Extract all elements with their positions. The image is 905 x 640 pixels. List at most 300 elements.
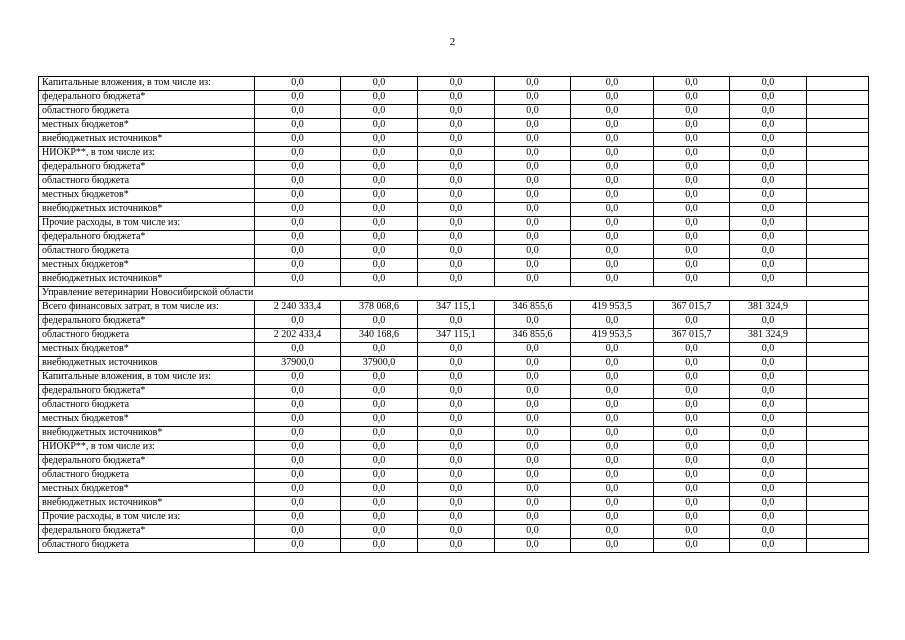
table-row bbox=[39, 511, 869, 525]
value-cell: 0,0 bbox=[654, 539, 730, 553]
value-cell: 0,0 bbox=[341, 343, 418, 357]
value-cell: 0,0 bbox=[341, 231, 418, 245]
value-cell: 0,0 bbox=[255, 469, 341, 483]
value-cell: 0,0 bbox=[730, 273, 807, 287]
value-cell: 0,0 bbox=[571, 161, 654, 175]
row-label: внебюджетных источников* bbox=[39, 427, 255, 441]
value-cell: 0,0 bbox=[654, 455, 730, 469]
empty-cell bbox=[807, 385, 869, 399]
value-cell: 0,0 bbox=[571, 427, 654, 441]
value-cell: 0,0 bbox=[341, 91, 418, 105]
value-cell: 0,0 bbox=[654, 189, 730, 203]
row-label: Капитальные вложения, в том числе из: bbox=[39, 77, 255, 91]
value-cell: 0,0 bbox=[495, 217, 571, 231]
table-row bbox=[39, 203, 869, 217]
value-cell: 0,0 bbox=[495, 147, 571, 161]
value-cell: 0,0 bbox=[418, 413, 495, 427]
value-cell: 0,0 bbox=[571, 175, 654, 189]
section-row bbox=[39, 287, 869, 301]
value-cell: 0,0 bbox=[654, 525, 730, 539]
value-cell: 0,0 bbox=[730, 525, 807, 539]
value-cell: 0,0 bbox=[571, 385, 654, 399]
table-row bbox=[39, 483, 869, 497]
value-cell: 381 324,9 bbox=[730, 329, 807, 343]
value-cell: 0,0 bbox=[341, 217, 418, 231]
value-cell: 0,0 bbox=[418, 385, 495, 399]
value-cell: 0,0 bbox=[730, 497, 807, 511]
value-cell: 0,0 bbox=[654, 469, 730, 483]
value-cell: 0,0 bbox=[730, 245, 807, 259]
value-cell: 0,0 bbox=[418, 539, 495, 553]
row-label: областного бюджета bbox=[39, 399, 255, 413]
value-cell: 0,0 bbox=[341, 203, 418, 217]
value-cell: 0,0 bbox=[341, 399, 418, 413]
value-cell: 0,0 bbox=[730, 105, 807, 119]
value-cell: 0,0 bbox=[571, 441, 654, 455]
value-cell: 0,0 bbox=[654, 399, 730, 413]
value-cell: 0,0 bbox=[495, 189, 571, 203]
value-cell: 0,0 bbox=[654, 245, 730, 259]
value-cell: 0,0 bbox=[495, 315, 571, 329]
value-cell: 0,0 bbox=[571, 357, 654, 371]
empty-cell bbox=[807, 175, 869, 189]
value-cell: 0,0 bbox=[255, 77, 341, 91]
row-label: областного бюджета bbox=[39, 329, 255, 343]
value-cell: 0,0 bbox=[730, 357, 807, 371]
value-cell: 0,0 bbox=[418, 427, 495, 441]
table-row bbox=[39, 329, 869, 343]
value-cell: 0,0 bbox=[418, 147, 495, 161]
value-cell: 0,0 bbox=[255, 273, 341, 287]
value-cell: 0,0 bbox=[571, 231, 654, 245]
row-label: федерального бюджета* bbox=[39, 525, 255, 539]
value-cell: 2 202 433,4 bbox=[255, 329, 341, 343]
table-row bbox=[39, 245, 869, 259]
value-cell: 0,0 bbox=[730, 77, 807, 91]
value-cell: 0,0 bbox=[341, 455, 418, 469]
value-cell: 0,0 bbox=[418, 483, 495, 497]
value-cell: 419 953,5 bbox=[571, 301, 654, 315]
value-cell: 0,0 bbox=[341, 469, 418, 483]
row-label: местных бюджетов* bbox=[39, 413, 255, 427]
value-cell: 0,0 bbox=[571, 399, 654, 413]
value-cell: 0,0 bbox=[495, 525, 571, 539]
value-cell: 347 115,1 bbox=[418, 329, 495, 343]
value-cell: 0,0 bbox=[418, 231, 495, 245]
value-cell: 0,0 bbox=[341, 511, 418, 525]
page-number: 2 bbox=[449, 36, 456, 48]
empty-cell bbox=[807, 245, 869, 259]
empty-cell bbox=[807, 469, 869, 483]
value-cell: 0,0 bbox=[341, 525, 418, 539]
value-cell: 0,0 bbox=[495, 133, 571, 147]
table-row bbox=[39, 315, 869, 329]
value-cell: 0,0 bbox=[255, 119, 341, 133]
value-cell: 0,0 bbox=[495, 413, 571, 427]
value-cell: 0,0 bbox=[341, 539, 418, 553]
value-cell: 340 168,6 bbox=[341, 329, 418, 343]
value-cell: 2 240 333,4 bbox=[255, 301, 341, 315]
value-cell: 0,0 bbox=[255, 427, 341, 441]
value-cell: 0,0 bbox=[418, 525, 495, 539]
value-cell: 347 115,1 bbox=[418, 301, 495, 315]
value-cell: 0,0 bbox=[255, 231, 341, 245]
value-cell: 0,0 bbox=[418, 105, 495, 119]
row-label: федерального бюджета* bbox=[39, 231, 255, 245]
empty-cell bbox=[807, 525, 869, 539]
table-row bbox=[39, 469, 869, 483]
value-cell: 346 855,6 bbox=[495, 301, 571, 315]
value-cell: 0,0 bbox=[571, 511, 654, 525]
value-cell: 0,0 bbox=[654, 497, 730, 511]
value-cell: 0,0 bbox=[495, 357, 571, 371]
value-cell: 0,0 bbox=[341, 245, 418, 259]
empty-cell bbox=[807, 511, 869, 525]
value-cell: 0,0 bbox=[418, 175, 495, 189]
value-cell: 0,0 bbox=[730, 189, 807, 203]
table-row bbox=[39, 161, 869, 175]
value-cell: 0,0 bbox=[571, 273, 654, 287]
value-cell: 0,0 bbox=[495, 273, 571, 287]
value-cell: 0,0 bbox=[571, 539, 654, 553]
value-cell: 0,0 bbox=[418, 77, 495, 91]
value-cell: 0,0 bbox=[341, 147, 418, 161]
row-label: НИОКР**, в том числе из: bbox=[39, 147, 255, 161]
empty-cell bbox=[807, 399, 869, 413]
value-cell: 0,0 bbox=[495, 119, 571, 133]
empty-cell bbox=[807, 273, 869, 287]
value-cell: 0,0 bbox=[730, 161, 807, 175]
value-cell: 0,0 bbox=[571, 371, 654, 385]
value-cell: 0,0 bbox=[571, 469, 654, 483]
value-cell: 0,0 bbox=[341, 385, 418, 399]
value-cell: 378 068,6 bbox=[341, 301, 418, 315]
row-label: Капитальные вложения, в том числе из: bbox=[39, 371, 255, 385]
empty-cell bbox=[807, 539, 869, 553]
value-cell: 419 953,5 bbox=[571, 329, 654, 343]
empty-cell bbox=[807, 483, 869, 497]
value-cell: 0,0 bbox=[571, 245, 654, 259]
table-row bbox=[39, 77, 869, 91]
row-label: Всего финансовых затрат, в том числе из: bbox=[39, 301, 255, 315]
value-cell: 0,0 bbox=[571, 525, 654, 539]
value-cell: 0,0 bbox=[255, 399, 341, 413]
value-cell: 0,0 bbox=[255, 483, 341, 497]
value-cell: 0,0 bbox=[341, 413, 418, 427]
value-cell: 0,0 bbox=[341, 497, 418, 511]
row-label: внебюджетных источников* bbox=[39, 497, 255, 511]
table-row bbox=[39, 427, 869, 441]
value-cell: 0,0 bbox=[495, 385, 571, 399]
value-cell: 0,0 bbox=[418, 245, 495, 259]
value-cell: 0,0 bbox=[654, 217, 730, 231]
empty-cell bbox=[807, 301, 869, 315]
value-cell: 0,0 bbox=[255, 189, 341, 203]
row-label: областного бюджета bbox=[39, 245, 255, 259]
value-cell: 0,0 bbox=[654, 483, 730, 497]
value-cell: 0,0 bbox=[571, 77, 654, 91]
value-cell: 0,0 bbox=[495, 77, 571, 91]
value-cell: 0,0 bbox=[255, 455, 341, 469]
section-title: Управление ветеринарии Новосибирской области bbox=[39, 287, 869, 301]
value-cell: 0,0 bbox=[341, 315, 418, 329]
value-cell: 0,0 bbox=[255, 175, 341, 189]
value-cell: 0,0 bbox=[418, 91, 495, 105]
value-cell: 0,0 bbox=[255, 343, 341, 357]
value-cell: 367 015,7 bbox=[654, 301, 730, 315]
empty-cell bbox=[807, 105, 869, 119]
value-cell: 0,0 bbox=[571, 105, 654, 119]
row-label: федерального бюджета* bbox=[39, 315, 255, 329]
empty-cell bbox=[807, 343, 869, 357]
value-cell: 0,0 bbox=[730, 231, 807, 245]
value-cell: 0,0 bbox=[495, 469, 571, 483]
value-cell: 0,0 bbox=[730, 217, 807, 231]
empty-cell bbox=[807, 189, 869, 203]
value-cell: 0,0 bbox=[654, 147, 730, 161]
row-label: областного бюджета bbox=[39, 469, 255, 483]
table-row bbox=[39, 217, 869, 231]
value-cell: 0,0 bbox=[730, 315, 807, 329]
value-cell: 0,0 bbox=[571, 119, 654, 133]
budget-table bbox=[38, 76, 869, 553]
table-row bbox=[39, 455, 869, 469]
value-cell: 0,0 bbox=[730, 203, 807, 217]
value-cell: 0,0 bbox=[730, 539, 807, 553]
value-cell: 0,0 bbox=[495, 161, 571, 175]
value-cell: 0,0 bbox=[418, 161, 495, 175]
value-cell: 0,0 bbox=[730, 371, 807, 385]
value-cell: 0,0 bbox=[495, 455, 571, 469]
value-cell: 381 324,9 bbox=[730, 301, 807, 315]
value-cell: 0,0 bbox=[495, 441, 571, 455]
value-cell: 0,0 bbox=[495, 203, 571, 217]
row-label: федерального бюджета* bbox=[39, 91, 255, 105]
table-row bbox=[39, 399, 869, 413]
value-cell: 0,0 bbox=[571, 497, 654, 511]
value-cell: 0,0 bbox=[730, 469, 807, 483]
empty-cell bbox=[807, 315, 869, 329]
empty-cell bbox=[807, 147, 869, 161]
value-cell: 0,0 bbox=[571, 91, 654, 105]
table-row bbox=[39, 385, 869, 399]
value-cell: 0,0 bbox=[654, 511, 730, 525]
value-cell: 0,0 bbox=[418, 497, 495, 511]
value-cell: 0,0 bbox=[255, 315, 341, 329]
empty-cell bbox=[807, 133, 869, 147]
value-cell: 0,0 bbox=[571, 455, 654, 469]
value-cell: 0,0 bbox=[495, 175, 571, 189]
empty-cell bbox=[807, 259, 869, 273]
value-cell: 0,0 bbox=[730, 413, 807, 427]
value-cell: 0,0 bbox=[418, 455, 495, 469]
value-cell: 0,0 bbox=[341, 189, 418, 203]
value-cell: 37900,0 bbox=[255, 357, 341, 371]
value-cell: 0,0 bbox=[341, 273, 418, 287]
table-row bbox=[39, 147, 869, 161]
empty-cell bbox=[807, 413, 869, 427]
value-cell: 0,0 bbox=[571, 217, 654, 231]
value-cell: 0,0 bbox=[495, 245, 571, 259]
row-label: внебюджетных источников* bbox=[39, 133, 255, 147]
row-label: областного бюджета bbox=[39, 105, 255, 119]
value-cell: 0,0 bbox=[654, 441, 730, 455]
value-cell: 0,0 bbox=[571, 413, 654, 427]
value-cell: 0,0 bbox=[341, 175, 418, 189]
value-cell: 346 855,6 bbox=[495, 329, 571, 343]
value-cell: 0,0 bbox=[654, 133, 730, 147]
value-cell: 0,0 bbox=[571, 315, 654, 329]
value-cell: 0,0 bbox=[495, 399, 571, 413]
value-cell: 0,0 bbox=[495, 511, 571, 525]
row-label: внебюджетных источников* bbox=[39, 203, 255, 217]
empty-cell bbox=[807, 441, 869, 455]
row-label: местных бюджетов* bbox=[39, 119, 255, 133]
value-cell: 0,0 bbox=[341, 427, 418, 441]
table-row bbox=[39, 441, 869, 455]
value-cell: 0,0 bbox=[730, 147, 807, 161]
value-cell: 0,0 bbox=[654, 315, 730, 329]
value-cell: 0,0 bbox=[730, 91, 807, 105]
value-cell: 0,0 bbox=[255, 497, 341, 511]
value-cell: 0,0 bbox=[654, 357, 730, 371]
empty-cell bbox=[807, 91, 869, 105]
value-cell: 0,0 bbox=[495, 259, 571, 273]
table-row bbox=[39, 357, 869, 371]
value-cell: 0,0 bbox=[418, 399, 495, 413]
value-cell: 0,0 bbox=[255, 161, 341, 175]
value-cell: 0,0 bbox=[495, 427, 571, 441]
value-cell: 0,0 bbox=[654, 259, 730, 273]
empty-cell bbox=[807, 77, 869, 91]
value-cell: 0,0 bbox=[495, 539, 571, 553]
value-cell: 0,0 bbox=[255, 511, 341, 525]
empty-cell bbox=[807, 161, 869, 175]
empty-cell bbox=[807, 455, 869, 469]
value-cell: 0,0 bbox=[654, 105, 730, 119]
value-cell: 0,0 bbox=[418, 343, 495, 357]
value-cell: 0,0 bbox=[654, 273, 730, 287]
row-label: Прочие расходы, в том числе из: bbox=[39, 217, 255, 231]
row-label: федерального бюджета* bbox=[39, 161, 255, 175]
table-row bbox=[39, 231, 869, 245]
empty-cell bbox=[807, 119, 869, 133]
row-label: местных бюджетов* bbox=[39, 483, 255, 497]
value-cell: 0,0 bbox=[418, 203, 495, 217]
table-row bbox=[39, 371, 869, 385]
value-cell: 0,0 bbox=[730, 385, 807, 399]
value-cell: 0,0 bbox=[255, 385, 341, 399]
value-cell: 0,0 bbox=[571, 133, 654, 147]
value-cell: 0,0 bbox=[255, 259, 341, 273]
budget-table-body bbox=[39, 77, 869, 553]
value-cell: 0,0 bbox=[495, 483, 571, 497]
empty-cell bbox=[807, 371, 869, 385]
value-cell: 0,0 bbox=[341, 77, 418, 91]
value-cell: 0,0 bbox=[495, 371, 571, 385]
row-label: внебюджетных источников* bbox=[39, 273, 255, 287]
value-cell: 0,0 bbox=[571, 343, 654, 357]
value-cell: 0,0 bbox=[418, 511, 495, 525]
value-cell: 0,0 bbox=[341, 161, 418, 175]
table-row bbox=[39, 497, 869, 511]
table-row bbox=[39, 189, 869, 203]
row-label: местных бюджетов* bbox=[39, 343, 255, 357]
table-row bbox=[39, 133, 869, 147]
value-cell: 0,0 bbox=[654, 91, 730, 105]
row-label: местных бюджетов* bbox=[39, 259, 255, 273]
value-cell: 0,0 bbox=[730, 133, 807, 147]
value-cell: 0,0 bbox=[495, 105, 571, 119]
value-cell: 0,0 bbox=[418, 189, 495, 203]
value-cell: 0,0 bbox=[418, 259, 495, 273]
value-cell: 0,0 bbox=[255, 133, 341, 147]
value-cell: 0,0 bbox=[341, 119, 418, 133]
value-cell: 0,0 bbox=[418, 119, 495, 133]
value-cell: 0,0 bbox=[255, 147, 341, 161]
value-cell: 0,0 bbox=[418, 273, 495, 287]
table-row bbox=[39, 413, 869, 427]
value-cell: 0,0 bbox=[571, 189, 654, 203]
empty-cell bbox=[807, 217, 869, 231]
table-row bbox=[39, 343, 869, 357]
empty-cell bbox=[807, 497, 869, 511]
row-label: областного бюджета bbox=[39, 539, 255, 553]
value-cell: 0,0 bbox=[730, 399, 807, 413]
value-cell: 0,0 bbox=[571, 147, 654, 161]
value-cell: 0,0 bbox=[654, 427, 730, 441]
value-cell: 0,0 bbox=[730, 483, 807, 497]
table-row bbox=[39, 119, 869, 133]
empty-cell bbox=[807, 357, 869, 371]
value-cell: 0,0 bbox=[418, 441, 495, 455]
value-cell: 0,0 bbox=[730, 119, 807, 133]
value-cell: 0,0 bbox=[654, 161, 730, 175]
row-label: внебюджетных источников bbox=[39, 357, 255, 371]
value-cell: 0,0 bbox=[730, 511, 807, 525]
value-cell: 0,0 bbox=[730, 259, 807, 273]
value-cell: 37900,0 bbox=[341, 357, 418, 371]
value-cell: 0,0 bbox=[495, 343, 571, 357]
row-label: федерального бюджета* bbox=[39, 455, 255, 469]
value-cell: 0,0 bbox=[730, 343, 807, 357]
value-cell: 0,0 bbox=[418, 371, 495, 385]
value-cell: 0,0 bbox=[730, 441, 807, 455]
value-cell: 0,0 bbox=[341, 371, 418, 385]
value-cell: 0,0 bbox=[418, 133, 495, 147]
value-cell: 0,0 bbox=[341, 259, 418, 273]
value-cell: 0,0 bbox=[418, 217, 495, 231]
value-cell: 0,0 bbox=[255, 413, 341, 427]
value-cell: 0,0 bbox=[255, 371, 341, 385]
row-label: НИОКР**, в том числе из: bbox=[39, 441, 255, 455]
value-cell: 0,0 bbox=[730, 455, 807, 469]
value-cell: 0,0 bbox=[255, 203, 341, 217]
value-cell: 0,0 bbox=[571, 259, 654, 273]
row-label: местных бюджетов* bbox=[39, 189, 255, 203]
row-label: федерального бюджета* bbox=[39, 385, 255, 399]
value-cell: 0,0 bbox=[654, 343, 730, 357]
value-cell: 0,0 bbox=[255, 217, 341, 231]
empty-cell bbox=[807, 329, 869, 343]
empty-cell bbox=[807, 203, 869, 217]
value-cell: 0,0 bbox=[571, 203, 654, 217]
value-cell: 0,0 bbox=[730, 175, 807, 189]
row-label: Прочие расходы, в том числе из: bbox=[39, 511, 255, 525]
value-cell: 0,0 bbox=[654, 371, 730, 385]
table-row bbox=[39, 175, 869, 189]
value-cell: 0,0 bbox=[654, 203, 730, 217]
